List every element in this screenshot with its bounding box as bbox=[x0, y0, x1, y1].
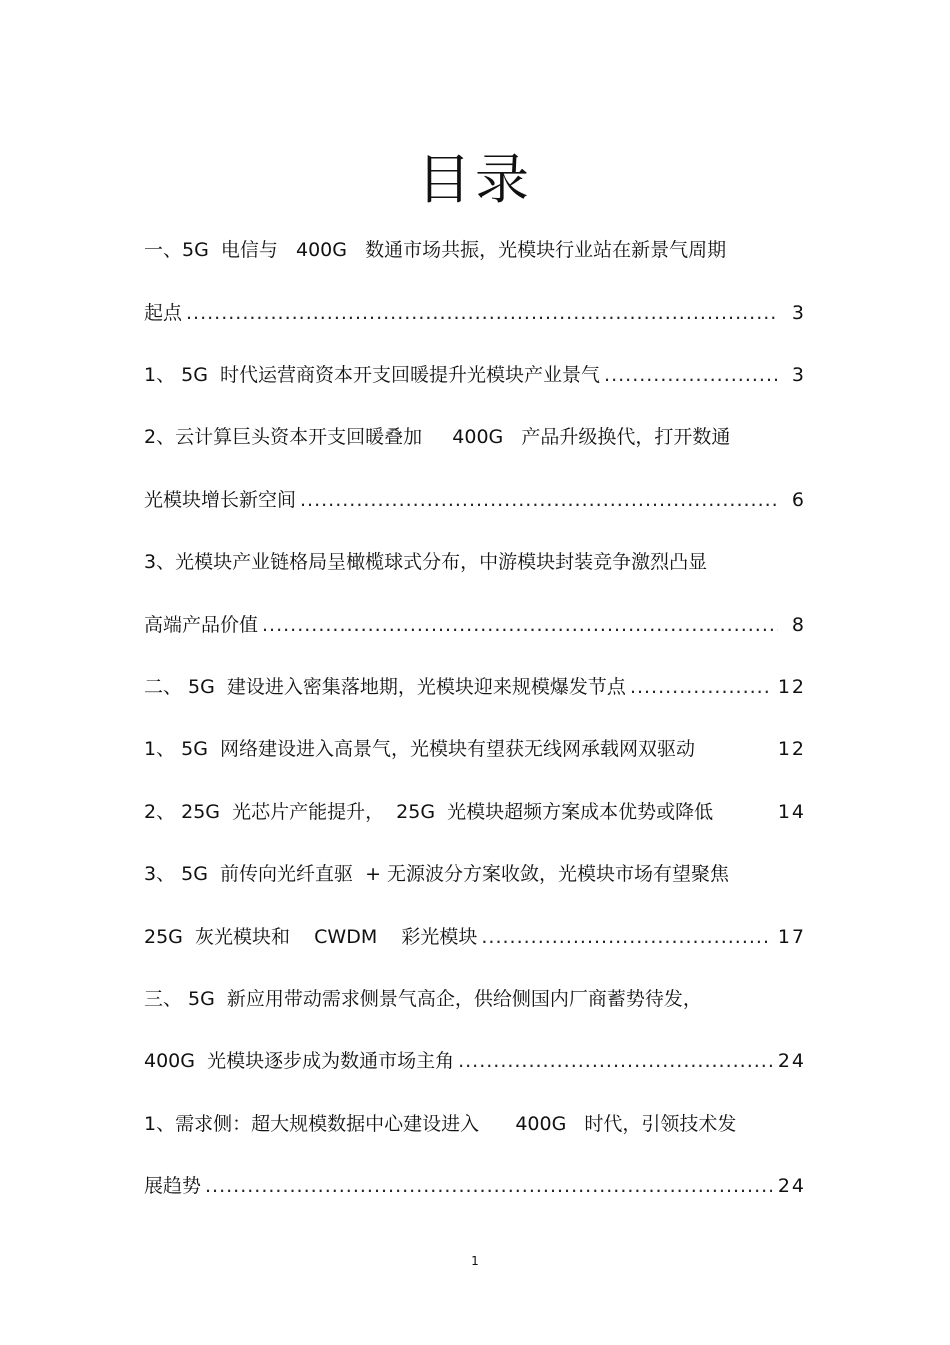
toc-entry[interactable] bbox=[144, 1110, 806, 1138]
toc-leader-dots bbox=[604, 361, 778, 389]
toc-leader-dots bbox=[481, 923, 771, 951]
toc-page-number: 24 bbox=[777, 1175, 806, 1197]
toc-leader-dots bbox=[300, 486, 778, 514]
toc-entry[interactable] bbox=[144, 860, 806, 888]
toc-page-number: 6 bbox=[791, 489, 806, 511]
toc-entry-text: 一、5G 电信与 400G 数通市场共振，光模块行业站在新景气周期 bbox=[144, 239, 727, 261]
toc-page-number: 3 bbox=[791, 364, 806, 386]
toc-page-number: 12 bbox=[777, 676, 806, 698]
toc-entry[interactable] bbox=[144, 1047, 806, 1075]
toc-page-number: 14 bbox=[777, 801, 806, 823]
toc-entry-text: 展趋势 bbox=[144, 1175, 202, 1197]
toc-entry[interactable] bbox=[144, 1172, 806, 1200]
toc-entry-text: 2、云计算巨头资本开支回暖叠加 400G 产品升级换代，打开数通 bbox=[144, 426, 731, 448]
toc-entry[interactable] bbox=[144, 361, 806, 389]
toc-entry-text: 3、 5G 前传向光纤直驱 + 无源波分方案收敛，光模块市场有望聚焦 bbox=[144, 863, 730, 885]
toc-entry-text: 起点 bbox=[144, 302, 183, 324]
toc-entry[interactable] bbox=[144, 548, 806, 576]
toc-entry[interactable] bbox=[144, 923, 806, 951]
toc-entry-text: 光模块增长新空间 bbox=[144, 489, 297, 511]
toc-entry[interactable] bbox=[144, 798, 806, 826]
toc-entry[interactable] bbox=[144, 423, 806, 451]
toc-entry-text: 1、 5G 网络建设进入高景气，光模块有望获无线网承载网双驱动 bbox=[144, 738, 696, 760]
toc-entry-text: 3、光模块产业链格局呈橄榄球式分布，中游模块封装竞争激烈凸显 bbox=[144, 551, 708, 573]
toc-entry-text: 400G 光模块逐步成为数通市场主角 bbox=[144, 1050, 455, 1072]
toc-leader-dots bbox=[630, 673, 772, 701]
toc-entry-text: 二、 5G 建设进入密集落地期，光模块迎来规模爆发节点 bbox=[144, 676, 626, 698]
toc-page-number: 3 bbox=[791, 302, 806, 324]
toc-entry-text: 2、 25G 光芯片产能提升， 25G 光模块超频方案成本优势或降低 bbox=[144, 801, 714, 823]
toc-entry[interactable] bbox=[144, 299, 806, 327]
toc-entry-text: 1、 5G 时代运营商资本开支回暖提升光模块产业景气 bbox=[144, 364, 601, 386]
toc-entry[interactable] bbox=[144, 486, 806, 514]
footer-page-number: 1 bbox=[471, 1254, 479, 1268]
toc-entry-text: 25G 灰光模块和 CWDM 彩光模块 bbox=[144, 926, 478, 948]
toc-entry-text: 三、 5G 新应用带动需求侧景气高企，供给侧国内厂商蓄势待发， bbox=[144, 988, 702, 1010]
toc-entry-text: 高端产品价值 bbox=[144, 614, 259, 636]
toc-entry-text: 1、需求侧：超大规模数据中心建设进入 400G 时代，引领技术发 bbox=[144, 1113, 737, 1135]
toc-leader-dots bbox=[458, 1047, 772, 1075]
toc-page-number: 24 bbox=[777, 1050, 806, 1072]
toc-entry[interactable] bbox=[144, 985, 806, 1013]
toc-leader-dots bbox=[186, 299, 778, 327]
toc-entry[interactable] bbox=[144, 735, 806, 763]
toc-page-number: 12 bbox=[777, 738, 806, 760]
toc-page-number: 17 bbox=[777, 926, 806, 948]
toc-entry[interactable] bbox=[144, 673, 806, 701]
page-title: 目录 bbox=[417, 148, 533, 211]
toc-leader-dots bbox=[205, 1172, 772, 1200]
toc-entry[interactable] bbox=[144, 611, 806, 639]
toc-page-number: 8 bbox=[791, 614, 806, 636]
toc-leader-dots bbox=[262, 611, 778, 639]
toc-entry[interactable] bbox=[144, 236, 806, 264]
